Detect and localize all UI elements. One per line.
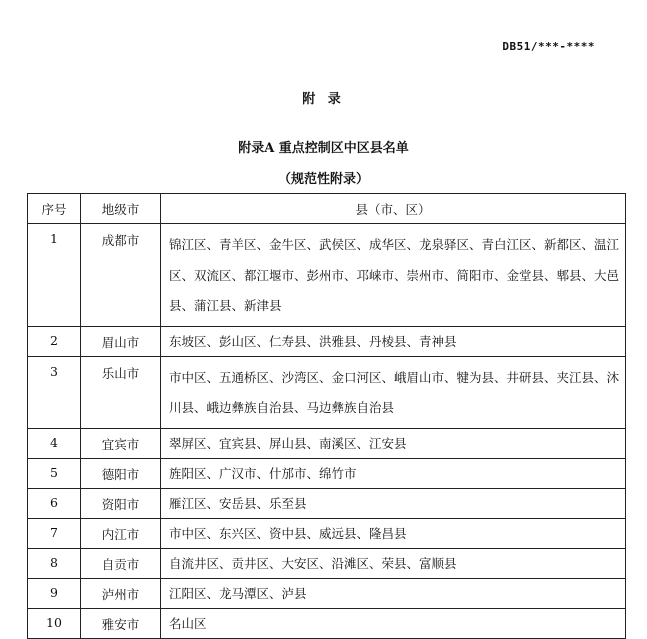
appendix-title: 附 录 xyxy=(302,92,345,107)
row-city: 乐山市 xyxy=(81,356,161,428)
county-list-table xyxy=(27,193,626,639)
row-number: 3 xyxy=(28,356,81,428)
table-header-row xyxy=(28,194,626,224)
row-number: 9 xyxy=(28,578,81,608)
column-header-number: 序号 xyxy=(28,194,81,224)
row-counties: 旌阳区、广汉市、什邡市、绵竹市 xyxy=(161,458,626,488)
row-counties: 市中区、五通桥区、沙湾区、金口河区、峨眉山市、犍为县、井研县、夹江县、沐川县、峨边彝族自治县、马边彝族自治县 xyxy=(161,356,626,428)
row-counties: 雁江区、安岳县、乐至县 xyxy=(161,488,626,518)
row-city: 内江市 xyxy=(81,518,161,548)
row-counties: 锦江区、青羊区、金牛区、武侯区、成华区、龙泉驿区、青白江区、新都区、温江区、双流区、都江堰市、彭州市、邛崃市、崇州市、简阳市、金堂县、郫县、大邑县、蒲江县、新津县 xyxy=(161,224,626,327)
row-number: 8 xyxy=(28,548,81,578)
row-counties: 翠屏区、宜宾县、屏山县、南溪区、江安县 xyxy=(161,428,626,458)
row-city: 眉山市 xyxy=(81,326,161,356)
row-number: 6 xyxy=(28,488,81,518)
row-number: 1 xyxy=(28,224,81,327)
table-row xyxy=(28,608,626,638)
row-city: 成都市 xyxy=(81,224,161,327)
row-counties: 江阳区、龙马潭区、泸县 xyxy=(161,578,626,608)
table-row xyxy=(28,518,626,548)
row-counties: 东坡区、彭山区、仁寿县、洪雅县、丹棱县、青神县 xyxy=(161,326,626,356)
row-number: 5 xyxy=(28,458,81,488)
row-city: 宜宾市 xyxy=(81,428,161,458)
row-counties: 自流井区、贡井区、大安区、沿滩区、荣县、富顺县 xyxy=(161,548,626,578)
table-row xyxy=(28,578,626,608)
column-header-city: 地级市 xyxy=(81,194,161,224)
row-city: 雅安市 xyxy=(81,608,161,638)
row-city: 泸州市 xyxy=(81,578,161,608)
row-city: 德阳市 xyxy=(81,458,161,488)
annex-title: 附录A 重点控制区中区县名单 xyxy=(238,141,409,156)
table-row xyxy=(28,548,626,578)
table-row xyxy=(28,428,626,458)
table-row xyxy=(28,326,626,356)
table-row xyxy=(28,458,626,488)
column-header-counties: 县（市、区） xyxy=(161,194,626,224)
row-number: 10 xyxy=(28,608,81,638)
document-code: DB51/***-**** xyxy=(502,40,595,53)
row-number: 2 xyxy=(28,326,81,356)
annex-subtitle: （规范性附录） xyxy=(277,172,369,187)
row-city: 自贡市 xyxy=(81,548,161,578)
row-number: 4 xyxy=(28,428,81,458)
row-city: 资阳市 xyxy=(81,488,161,518)
table-row xyxy=(28,224,626,327)
table-row xyxy=(28,488,626,518)
row-number: 7 xyxy=(28,518,81,548)
row-counties: 名山区 xyxy=(161,608,626,638)
table-row xyxy=(28,356,626,428)
row-counties: 市中区、东兴区、资中县、威远县、隆昌县 xyxy=(161,518,626,548)
